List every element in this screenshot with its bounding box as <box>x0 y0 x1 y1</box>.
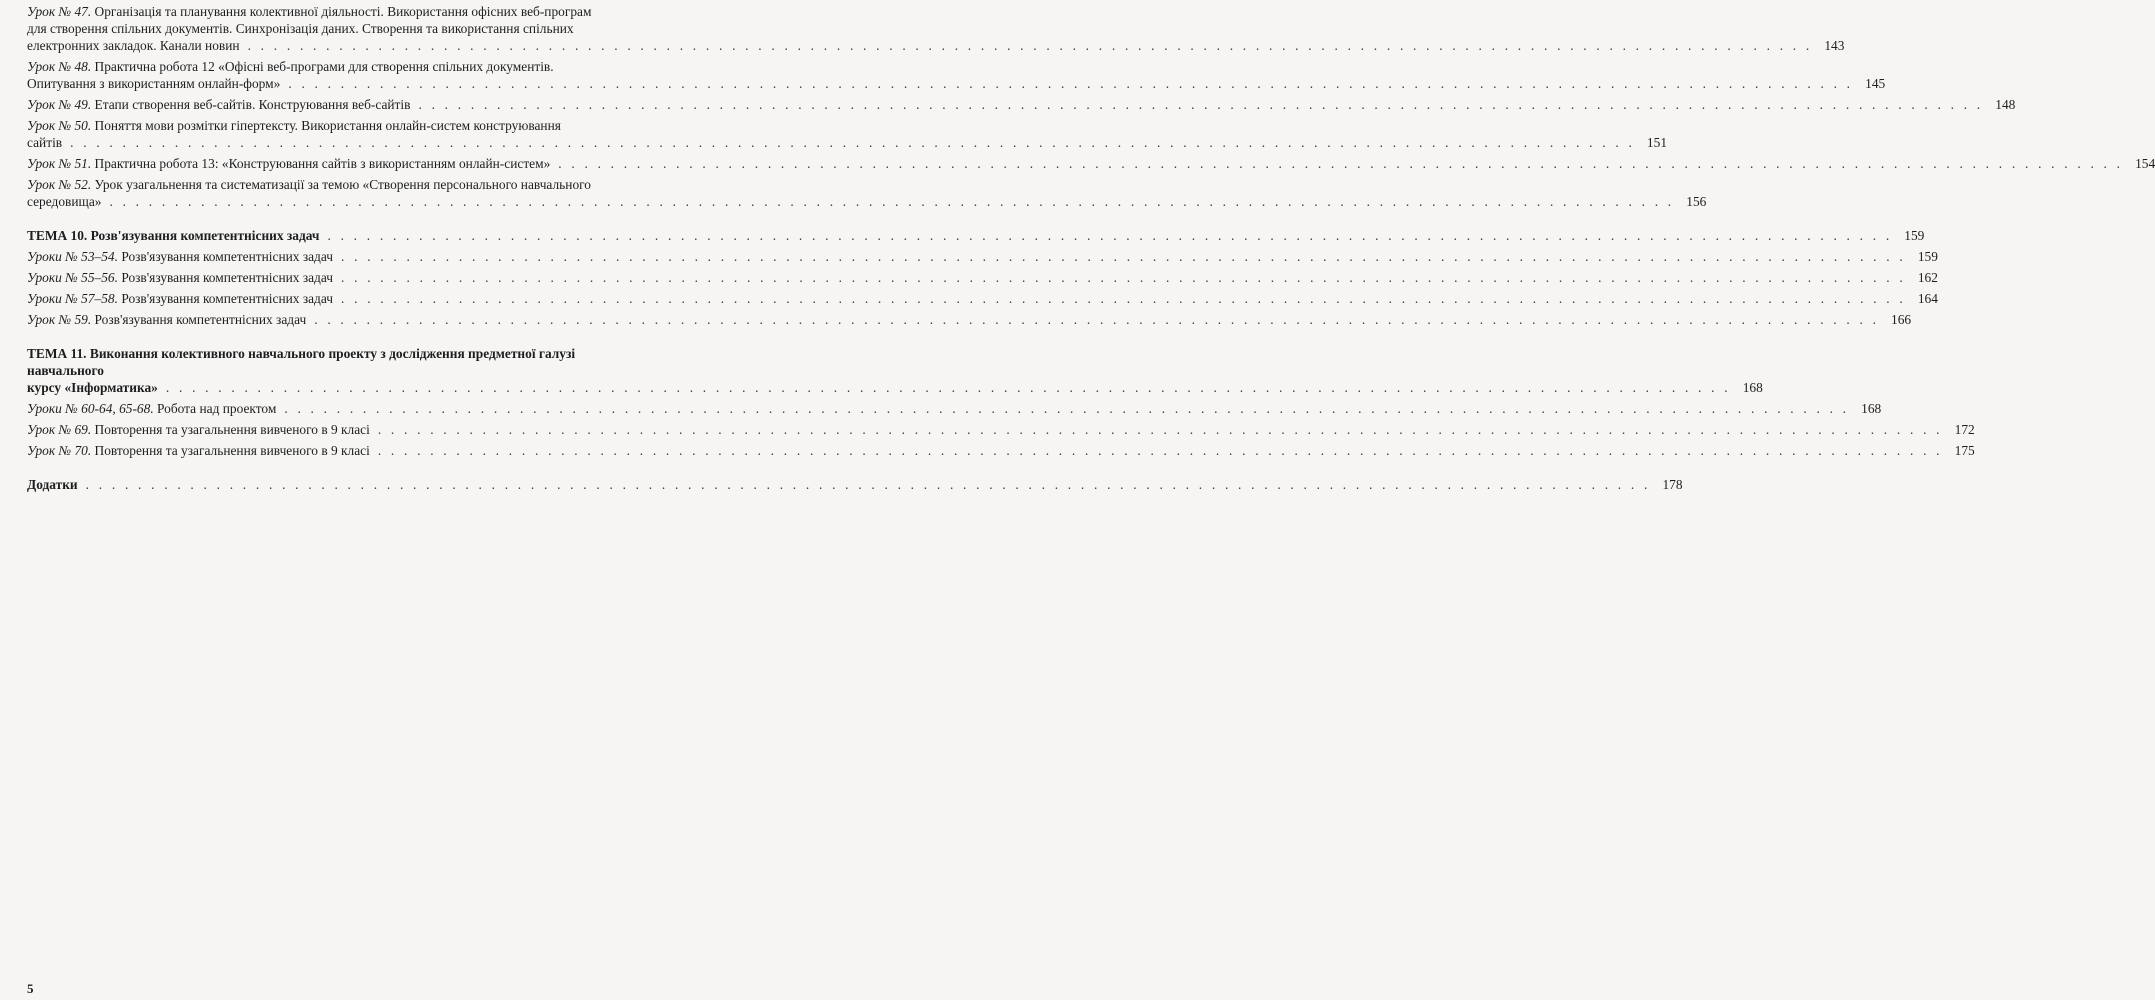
entry-title-line: Виконання колективного навчального проекту з дослідження предметної галузі навчального <box>27 346 576 378</box>
dot-leader: . . . . . . . . . . . . . . . . . . . . . . . . . . . . . . . . . . . . . . . . . . . . . . . . . . . . . . . . . . . . . . . . . . . . . . . . . . . . . . . . . . . . . . . . . . . . . . . . . . . . . . . . . . . . . . . . . . . . . . . . <box>377 422 1943 437</box>
toc-lesson-entry[interactable] <box>27 117 1668 151</box>
page-ref: 168 <box>1861 401 1882 416</box>
page-ref: 166 <box>1891 312 1912 327</box>
dot-leader: . . . . . . . . . . . . . . . . . . . . . . . . . . . . . . . . . . . . . . . . . . . . . . . . . . . . . . . . . . . . . . . . . . . . . . . . . . . . . . . . . . . . . . . . . . . . . . . . . . . . . . . . . . . . . . . . . . . . . . . . <box>70 135 1636 150</box>
page-ref: 162 <box>1917 270 1938 285</box>
toc-section-entry[interactable] <box>27 345 1763 396</box>
toc-lesson-entry[interactable] <box>27 400 1882 417</box>
dot-leader: . . . . . . . . . . . . . . . . . . . . . . . . . . . . . . . . . . . . . . . . . . . . . . . . . . . . . . . . . . . . . . . . . . . . . . . . . . . . . . . . . . . . . . . . . . . . . . . . . . . . . . . . . . . . . . . . . . . . . . . . <box>284 401 1850 416</box>
entry-label: ТЕМА 11. <box>27 346 87 361</box>
section-gap <box>27 463 717 476</box>
entry-title: Розв'язування компетентнісних задач <box>121 249 334 264</box>
entry-label: Урок № 69. <box>27 422 92 437</box>
toc-lesson-entry[interactable] <box>27 58 1886 92</box>
section-gap <box>27 214 717 227</box>
entry-label: Урок № 50. <box>27 118 92 133</box>
page-ref: 143 <box>1824 38 1845 53</box>
entry-label: Урок № 51. <box>27 156 92 171</box>
dot-leader: . . . . . . . . . . . . . . . . . . . . . . . . . . . . . . . . . . . . . . . . . . . . . . . . . . . . . . . . . . . . . . . . . . . . . . . . . . . . . . . . . . . . . . . . . . . . . . . . . . . . . . . . . . . . . . . . . . . . . . . . <box>85 477 1651 492</box>
entry-title: Розв'язування компетентнісних задач <box>90 228 320 243</box>
entry-title-line: Поняття мови розмітки гіпертексту. Використання онлайн-систем конструювання <box>94 118 561 133</box>
entry-title-line: для створення спільних документів. Синхронізація даних. Створення та використання спільних <box>27 21 574 36</box>
entry-label: Урок № 70. <box>27 443 92 458</box>
entry-label: Уроки № 57–58. <box>27 291 118 306</box>
toc-lesson-entry[interactable] <box>27 269 1938 286</box>
toc-lesson-entry[interactable] <box>27 155 2155 172</box>
entry-title: середовища» <box>27 194 102 209</box>
toc-section-entry[interactable] <box>27 476 1683 493</box>
dot-leader: . . . . . . . . . . . . . . . . . . . . . . . . . . . . . . . . . . . . . . . . . . . . . . . . . . . . . . . . . . . . . . . . . . . . . . . . . . . . . . . . . . . . . . . . . . . . . . . . . . . . . . . . . . . . . . . . . . . . . . . . <box>341 270 1906 285</box>
entry-title: Опитування з використанням онлайн-форм» <box>27 76 281 91</box>
entry-title: сайтів <box>27 135 63 150</box>
entry-title: курсу «Інформатика» <box>27 380 158 395</box>
dot-leader: . . . . . . . . . . . . . . . . . . . . . . . . . . . . . . . . . . . . . . . . . . . . . . . . . . . . . . . . . . . . . . . . . . . . . . . . . . . . . . . . . . . . . . . . . . . . . . . . . . . . . . . . . . . . . . . . . . . . . . . . <box>418 97 1984 112</box>
entry-label: ТЕМА 10. <box>27 228 88 243</box>
table-of-contents <box>27 3 2155 497</box>
entry-title: Етапи створення веб-сайтів. Конструювання веб-сайтів <box>94 97 411 112</box>
entry-label: Уроки № 60-64, 65-68. <box>27 401 154 416</box>
entry-label: Урок № 52. <box>27 177 92 192</box>
entry-title: Розв'язування компетентнісних задач <box>121 270 334 285</box>
toc-lesson-entry[interactable] <box>27 442 1975 459</box>
page-ref: 159 <box>1917 249 1938 264</box>
toc-lesson-entry[interactable] <box>27 311 1912 328</box>
entry-title: Розв'язування компетентнісних задач <box>121 291 334 306</box>
entry-title-line: Практична робота 12 «Офісні веб-програми для створення спільних документів. <box>94 59 554 74</box>
section-gap <box>27 332 717 345</box>
page-ref: 154 <box>2135 156 2155 171</box>
dot-leader: . . . . . . . . . . . . . . . . . . . . . . . . . . . . . . . . . . . . . . . . . . . . . . . . . . . . . . . . . . . . . . . . . . . . . . . . . . . . . . . . . . . . . . . . . . . . . . . . . . . . . . . . . . . . . . . . . . . . . . . . <box>109 194 1675 209</box>
dot-leader: . . . . . . . . . . . . . . . . . . . . . . . . . . . . . . . . . . . . . . . . . . . . . . . . . . . . . . . . . . . . . . . . . . . . . . . . . . . . . . . . . . . . . . . . . . . . . . . . . . . . . . . . . . . . . . . . . . . . . . . . <box>327 228 1893 243</box>
dot-leader: . . . . . . . . . . . . . . . . . . . . . . . . . . . . . . . . . . . . . . . . . . . . . . . . . . . . . . . . . . . . . . . . . . . . . . . . . . . . . . . . . . . . . . . . . . . . . . . . . . . . . . . . . . . . . . . . . . . . . . . . <box>165 380 1731 395</box>
toc-lesson-entry[interactable] <box>27 176 1707 210</box>
dot-leader: . . . . . . . . . . . . . . . . . . . . . . . . . . . . . . . . . . . . . . . . . . . . . . . . . . . . . . . . . . . . . . . . . . . . . . . . . . . . . . . . . . . . . . . . . . . . . . . . . . . . . . . . . . . . . . . . . . . . . . . . <box>341 291 1906 306</box>
page-ref: 175 <box>1954 443 1975 458</box>
entry-label: Урок № 47. <box>27 4 92 19</box>
dot-leader: . . . . . . . . . . . . . . . . . . . . . . . . . . . . . . . . . . . . . . . . . . . . . . . . . . . . . . . . . . . . . . . . . . . . . . . . . . . . . . . . . . . . . . . . . . . . . . . . . . . . . . . . . . . . . . . . . . . . . . . . <box>247 38 1813 53</box>
entry-title-line: Урок узагальнення та систематизації за темою «Створення персонального навчального <box>94 177 591 192</box>
dot-leader: . . . . . . . . . . . . . . . . . . . . . . . . . . . . . . . . . . . . . . . . . . . . . . . . . . . . . . . . . . . . . . . . . . . . . . . . . . . . . . . . . . . . . . . . . . . . . . . . . . . . . . . . . . . . . . . . . . . . . . . . <box>341 249 1906 264</box>
toc-lesson-entry[interactable] <box>27 421 1975 438</box>
page-ref: 164 <box>1917 291 1938 306</box>
entry-title: електронних закладок. Канали новин <box>27 38 240 53</box>
page-ref: 178 <box>1662 477 1683 492</box>
page-ref: 168 <box>1742 380 1763 395</box>
entry-title: Додатки <box>27 477 78 492</box>
entry-title: Повторення та узагальнення вивченого в 9 класі <box>94 422 370 437</box>
page-number: 5 <box>27 981 34 996</box>
entry-label: Уроки № 53–54. <box>27 249 118 264</box>
entry-label: Уроки № 55–56. <box>27 270 118 285</box>
dot-leader: . . . . . . . . . . . . . . . . . . . . . . . . . . . . . . . . . . . . . . . . . . . . . . . . . . . . . . . . . . . . . . . . . . . . . . . . . . . . . . . . . . . . . . . . . . . . . . . . . . . . . . . . . . . . . . . . . . . . . . . . <box>288 76 1854 91</box>
page-ref: 172 <box>1954 422 1975 437</box>
page-ref: 145 <box>1865 76 1886 91</box>
entry-title: Практична робота 13: «Конструювання сайтів з використанням онлайн-систем» <box>94 156 551 171</box>
entry-title: Повторення та узагальнення вивченого в 9 класі <box>94 443 370 458</box>
page-ref: 151 <box>1646 135 1668 150</box>
page-ref: 148 <box>1995 97 2016 112</box>
entry-label: Урок № 49. <box>27 97 92 112</box>
entry-title: Робота над проектом <box>157 401 277 416</box>
toc-lesson-entry[interactable] <box>27 248 1938 265</box>
toc-lesson-entry[interactable] <box>27 3 1845 54</box>
toc-lesson-entry[interactable] <box>27 290 1938 307</box>
dot-leader: . . . . . . . . . . . . . . . . . . . . . . . . . . . . . . . . . . . . . . . . . . . . . . . . . . . . . . . . . . . . . . . . . . . . . . . . . . . . . . . . . . . . . . . . . . . . . . . . . . . . . . . . . . . . . . . . . . . . . . . . <box>558 156 2124 171</box>
dot-leader: . . . . . . . . . . . . . . . . . . . . . . . . . . . . . . . . . . . . . . . . . . . . . . . . . . . . . . . . . . . . . . . . . . . . . . . . . . . . . . . . . . . . . . . . . . . . . . . . . . . . . . . . . . . . . . . . . . . . . . . . <box>314 312 1880 327</box>
entry-label: Урок № 48. <box>27 59 92 74</box>
entry-title-line: Організація та планування колективної діяльності. Використання офісних веб-програм <box>94 4 592 19</box>
toc-section-entry[interactable] <box>27 227 1925 244</box>
entry-title: Розв'язування компетентнісних задач <box>94 312 307 327</box>
entry-label: Урок № 59. <box>27 312 92 327</box>
dot-leader: . . . . . . . . . . . . . . . . . . . . . . . . . . . . . . . . . . . . . . . . . . . . . . . . . . . . . . . . . . . . . . . . . . . . . . . . . . . . . . . . . . . . . . . . . . . . . . . . . . . . . . . . . . . . . . . . . . . . . . . . <box>377 443 1943 458</box>
toc-lesson-entry[interactable] <box>27 96 2016 113</box>
page-ref: 156 <box>1686 194 1707 209</box>
page-ref: 159 <box>1904 228 1925 243</box>
